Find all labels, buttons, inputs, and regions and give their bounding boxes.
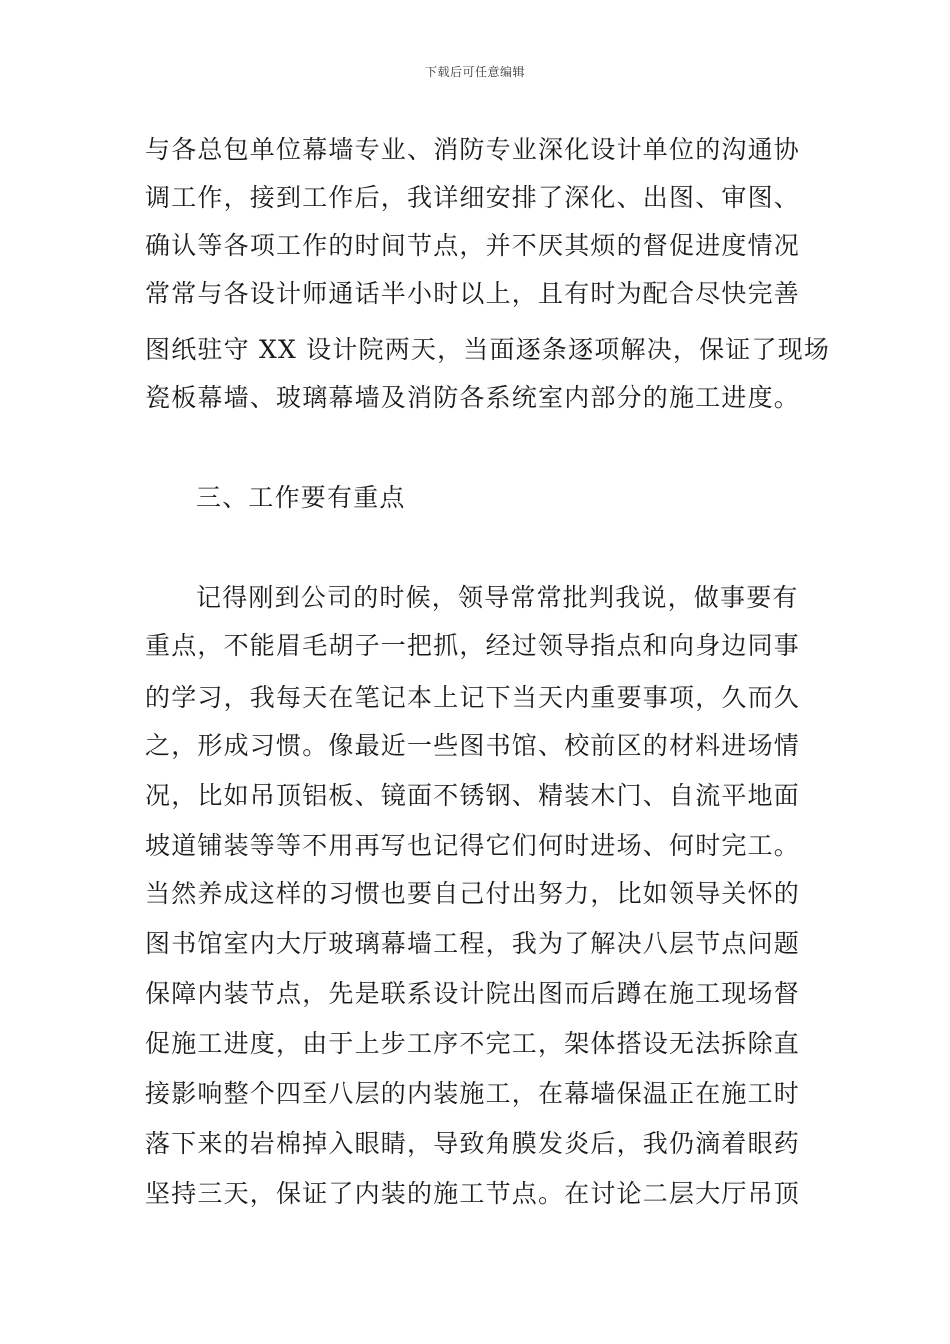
- paragraph-line: 重点，不能眉毛胡子一把抓，经过领导指点和向身边同事: [145, 631, 801, 660]
- paragraph-line: 坡道铺装等等不用再写也记得它们何时进场、何时完工。: [145, 831, 801, 860]
- paragraph-line: 况，比如吊顶铝板、镜面不锈钢、精装木门、自流平地面: [145, 781, 801, 810]
- paragraph-line: 图书馆室内大厅玻璃幕墙工程，我为了解决八层节点问题: [145, 929, 801, 958]
- paragraph-line: 确认等各项工作的时间节点，并不厌其烦的督促进度情况: [145, 231, 801, 260]
- page-header: 下载后可任意编辑: [424, 65, 525, 79]
- paragraph-line: 促施工进度，由于上步工序不完工，架体搭设无法拆除直: [145, 1029, 801, 1058]
- paragraph-line: 接影响整个四至八层的内装施工，在幕墙保温正在施工时: [145, 1079, 801, 1108]
- paragraph-line: 保障内装节点，先是联系设计院出图而后蹲在施工现场督: [145, 979, 801, 1008]
- paragraph-line: 记得刚到公司的时候，领导常常批判我说，做事要有: [196, 583, 799, 612]
- section-heading: 三、工作要有重点: [196, 483, 406, 512]
- paragraph-line: 瓷板幕墙、玻璃幕墙及消防各系统室内部分的施工进度。: [145, 383, 801, 412]
- paragraph-line: 图纸驻守 XX 设计院两天，当面逐条逐项解决，保证了现场: [145, 335, 831, 364]
- paragraph-line: 坚持三天，保证了内装的施工节点。在讨论二层大厅吊顶: [145, 1179, 801, 1208]
- paragraph-line: 的学习，我每天在笔记本上记下当天内重要事项，久而久: [145, 683, 801, 712]
- paragraph-line: 落下来的岩棉掉入眼睛，导致角膜发炎后，我仍滴着眼药: [145, 1129, 801, 1158]
- paragraph-line: 之，形成习惯。像最近一些图书馆、校前区的材料进场情: [145, 731, 801, 760]
- paragraph-line: 与各总包单位幕墙专业、消防专业深化设计单位的沟通协: [145, 135, 801, 164]
- paragraph-line: 常常与各设计师通话半小时以上，且有时为配合尽快完善: [145, 279, 801, 308]
- paragraph-line: 调工作，接到工作后，我详细安排了深化、出图、审图、: [145, 183, 801, 212]
- paragraph-line: 当然养成这样的习惯也要自己付出努力，比如领导关怀的: [145, 879, 801, 908]
